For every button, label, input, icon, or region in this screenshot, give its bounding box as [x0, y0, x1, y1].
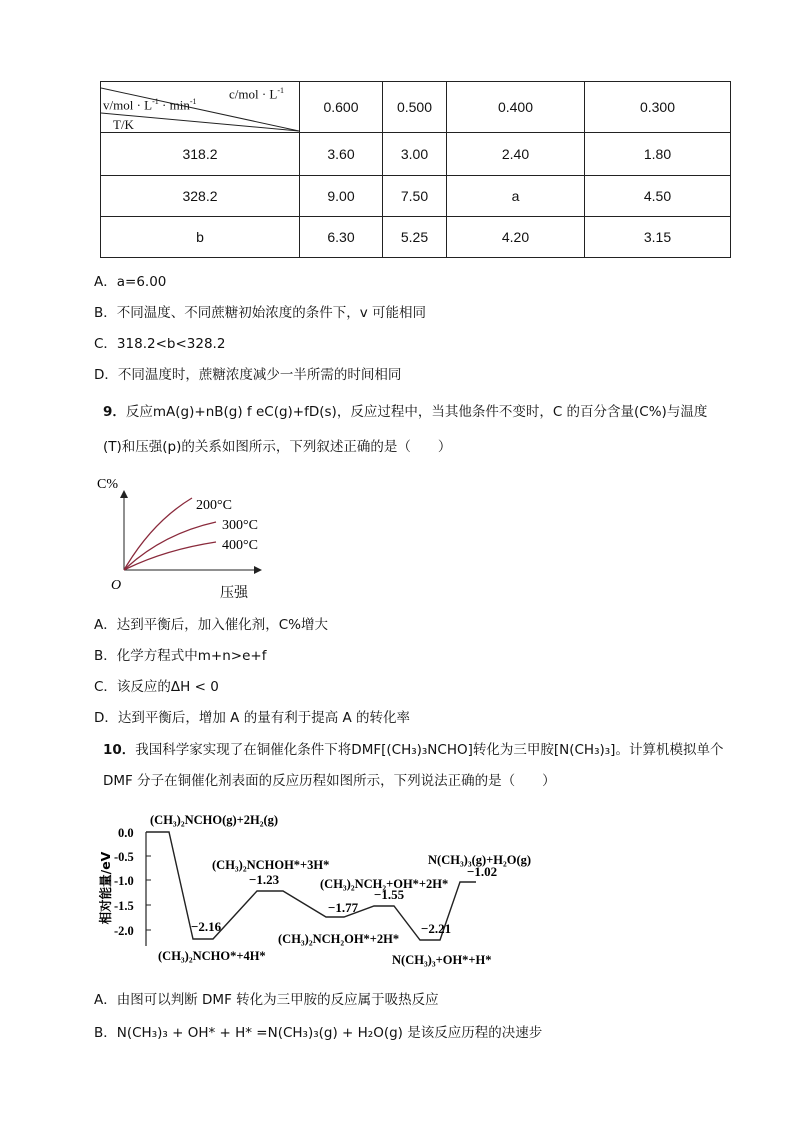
table-cell: a: [447, 176, 585, 217]
level-value: −1.02: [467, 864, 498, 879]
q9-stem-line2: (T)和压强(p)的关系如图所示，下列叙述正确的是（ ）: [103, 439, 452, 455]
table-cell: 5.25: [383, 217, 447, 258]
level-value: −1.77: [328, 900, 359, 915]
y-ticks: [146, 832, 151, 930]
row-temp: 328.2: [101, 176, 300, 217]
q10-energy-chart: [94, 800, 534, 976]
species-label: N(CH₃)₃(g)+H₂O(g): [428, 853, 532, 867]
q8-option-d: D．不同温度时，蔗糖浓度减少一半所需的时间相同: [94, 367, 402, 383]
row-temp: b: [101, 217, 300, 258]
q8-option-a: A．a=6.00: [94, 274, 167, 290]
species-label: (CH₃)₂NCHOH*+3H*: [212, 858, 330, 872]
ylabel: 相对能量/eV: [98, 851, 113, 925]
curve-300: [124, 522, 216, 570]
table-cell: 7.50: [383, 176, 447, 217]
q10-option-b: B．N(CH₃)₃ + OH* + H* =N(CH₃)₃(g) + H₂O(g) 是该反应历程的决速步: [94, 1025, 543, 1041]
xlabel: 压强: [220, 586, 248, 601]
table-row: [101, 133, 731, 176]
col-header: 0.600: [300, 82, 383, 133]
row-temp: 318.2: [101, 133, 300, 176]
q10-stem-line2: DMF 分子在铜催化剂表面的反应历程如图所示，下列说法正确的是（ ）: [103, 773, 556, 789]
curve-label: 400°C: [222, 538, 258, 553]
q8-option-b: B．不同温度、不同蔗糖初始浓度的条件下，v 可能相同: [94, 305, 427, 321]
col-header: 0.500: [383, 82, 447, 133]
ylabel: C%: [97, 477, 118, 492]
species-label: (CH₃)₂NCH₂OH*+2H*: [278, 932, 400, 946]
species-label: (CH₃)₂NCH₂+OH*+2H*: [320, 877, 449, 891]
q9-chart: [94, 468, 274, 604]
y-tick-label: -1.0: [114, 874, 134, 888]
table-row: [101, 176, 731, 217]
q9-stem-line1: 9．反应mA(g)+nB(g) f eC(g)+fD(s)，反应过程中，当其他条件不变时，C 的百分含量(C%)与温度: [103, 404, 708, 420]
corner-label-t: T/K: [113, 117, 134, 132]
q10-stem-line1: 10．我国科学家实现了在铜催化条件下将DMF[(CH₃)₃NCHO]转化为三甲胺[N(CH₃)₃]。计算机模拟单个: [103, 742, 724, 758]
species-label: N(CH₃)₃+OH*+H*: [392, 953, 492, 967]
q9-option-b: B．化学方程式中m+n>e+f: [94, 648, 267, 664]
table-cell: 2.40: [447, 133, 585, 176]
curve-400: [124, 542, 216, 570]
table-cell: 4.50: [585, 176, 731, 217]
table-header-row: [101, 82, 731, 133]
table-cell: 1.80: [585, 133, 731, 176]
table-cell: 3.00: [383, 133, 447, 176]
level-value: −1.55: [374, 887, 405, 902]
curve-label: 300°C: [222, 518, 258, 533]
y-tick-label: -1.5: [114, 899, 134, 913]
q8-option-c: C．318.2<b<328.2: [94, 336, 226, 352]
species-label: (CH₃)₂NCHO*+4H*: [158, 949, 266, 963]
curve-200: [124, 498, 192, 570]
curve-label: 200°C: [196, 498, 232, 513]
table-cell: 3.60: [300, 133, 383, 176]
corner-label-v: $v/mol \cdot L^{-1} \cdot \min^{-1}$: [103, 97, 197, 113]
y-tick-label: 0.0: [118, 826, 134, 840]
q10-option-a: A．由图可以判断 DMF 转化为三甲胺的反应属于吸热反应: [94, 992, 439, 1008]
col-header: 0.400: [447, 82, 585, 133]
q9-option-a: A．达到平衡后，加入催化剂，C%增大: [94, 617, 328, 633]
table-corner-cell: [101, 82, 300, 133]
table-cell: 6.30: [300, 217, 383, 258]
level-value: −1.23: [249, 872, 280, 887]
y-tick-label: -0.5: [114, 850, 134, 864]
y-tick-label: -2.0: [114, 924, 134, 938]
rate-table: [100, 81, 731, 258]
species-label: (CH₃)₂NCHO(g)+2H₂(g): [150, 813, 279, 827]
table-row: [101, 217, 731, 258]
level-value: −2.21: [421, 921, 452, 936]
corner-label-c: $c/mol \cdot L^{-1}$: [229, 86, 285, 102]
level-value: −2.16: [191, 919, 222, 934]
q9-option-c: C．该反应的ΔH < 0: [94, 679, 219, 695]
col-header: 0.300: [585, 82, 731, 133]
table-cell: 9.00: [300, 176, 383, 217]
origin-label: O: [111, 578, 122, 593]
q9-option-d: D．达到平衡后，增加 A 的量有利于提高 A 的转化率: [94, 710, 411, 726]
table-cell: 4.20: [447, 217, 585, 258]
table-cell: 3.15: [585, 217, 731, 258]
